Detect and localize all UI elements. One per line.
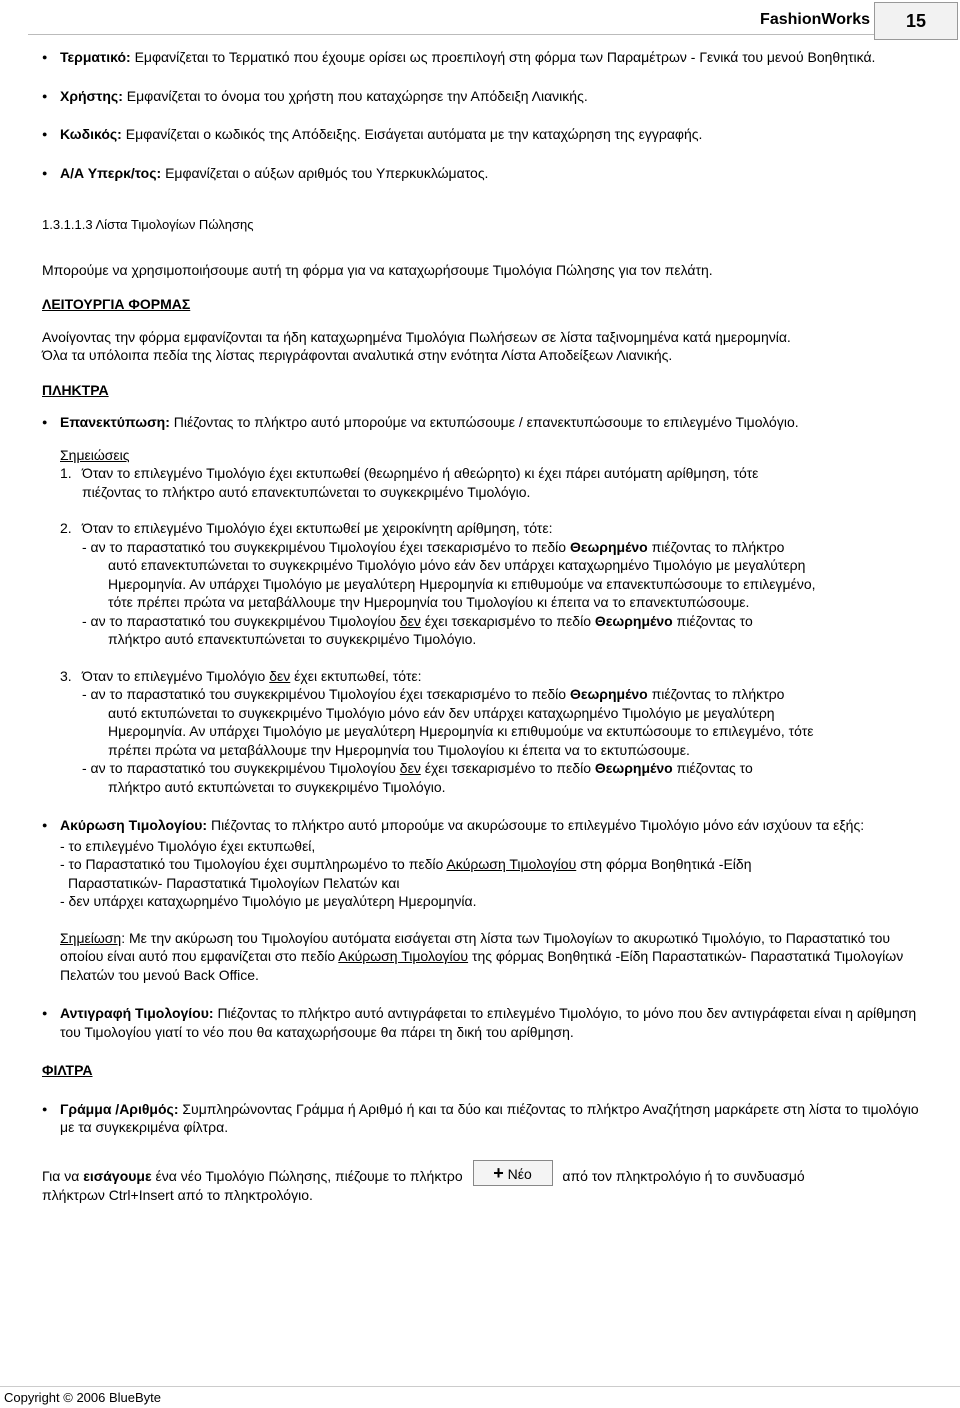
new-button[interactable]: + Νέο: [473, 1160, 553, 1186]
list-item: ● Κωδικός: Εμφανίζεται ο κωδικός της Απόδειξης. Εισάγεται αυτόματα με την καταχώρηση της εγγραφής.: [42, 125, 922, 144]
cancel-note: Σημείωση: Με την ακύρωση του Τιμολογίου αυτόματα εισάγεται στη λίστα των Τιμολογίων το ακυρωτικό Τιμολόγιο, το Παραστατικό του οποίου είναι αυτό που εμφανίζεται στο πεδίο Ακύρωση Τιμολογίου της φόρμας Βοηθητικά -Είδη Παραστατικών- Παραστατικά Τιμολογίων Πελατών του μενού Back Office.: [60, 929, 904, 983]
copy-invoice-item: ● Αντιγραφή Τιμολογίου: Πιέζοντας το πλήκτρο αυτό αντιγράφεται το επιλεγμένο Τιμολόγιο, το μόνο που δεν αντιγράφεται είναι η αρίθμηση του Τιμολογίου γιατί το νέο που θα καταχωρήσουμε θα πάρει τη δική του αρίθμηση.: [42, 1004, 922, 1041]
section-intro: Μπορούμε να χρησιμοποιήσουμε αυτή τη φόρμα για να καταχωρήσουμε Τιμολόγια Πώλησης για τον πελάτη.: [42, 261, 713, 278]
copyright-footer: Copyright © 2006 BlueByte: [4, 1390, 162, 1405]
note-2: 2. Όταν το επιλεγμένο Τιμολόγιο έχει εκτυπωθεί με χειροκίνητη αρίθμηση, τότε: - αν το παραστατικό του συγκεκριμένου Τιμολογίου έχει τσεκαρισμένο το πεδίο Θεωρημένο πιέζοντας το πλήκτρο αυτό επανεκτυπώνεται το συγκεκριμένο Τιμολόγιο μόνο εάν δεν υπάρχει καταχωρημένο Τιμολόγιο με μεγαλύτερη Ημερομηνία. Αν υπάρχει Τιμολόγιο με μεγαλύτερη Ημερομηνία κι επιθυμούμε να επανεκτυπώσουμε το επιλεγμένο, τότε πρέπει πρώτα να μεταβάλλουμε την Ημερομηνία του Τιμολογίου κι έπειτα να το επανεκτυπώσουμε. - αν το παραστατικό του συγκεκριμένου Τιμολογίου δεν έχει τσεκαρισμένο το πεδίο Θεωρημένο πιέζοντας το πλήκτρο αυτό επανεκτυπώνεται το συγκεκριμένο Τιμολόγιο.: [60, 520, 816, 647]
keys-heading: ΠΛΗΚΤΡΑ: [42, 381, 109, 398]
section-title: 1.3.1.1.3 Λίστα Τιμολογίων Πώλησης: [42, 217, 254, 232]
filters-list: [42, 1100, 922, 1137]
notes-block: [60, 446, 922, 797]
page-number: 15: [874, 2, 958, 40]
filter-item: ● Γράμμα /Αριθμός: Συμπληρώνοντας Γράμμα ή Αριθμό ή και τα δύο και πιέζοντας το πλήκτρο Αναζήτηση μαρκάρετε στη λίστα το τιμολόγιο με τα συγκεκριμένα φίλτρα.: [42, 1100, 922, 1137]
header-divider: [28, 34, 874, 35]
footer-divider: [0, 1386, 960, 1387]
reprint-item: ● Επανεκτύπωση: Πιέζοντας το πλήκτρο αυτό μπορούμε να εκτυπώσουμε / επανεκτυπώσουμε το επιλεγμένο Τιμολόγιο. Σημειώσεις 1. Όταν το επιλεγμένο Τιμολόγιο έχει εκτυπωθεί (θεωρημένο ή αθεώρητο) κι έχει πάρει αυτόματη αρίθμηση, τότε πιέζοντας το πλήκτρο αυτό επανεκτυπώνεται το συγκεκριμένο Τιμολόγιο. 2. Όταν το επιλεγμένο Τιμολόγιο έχει εκτυπωθεί με χειροκίνητη αρίθμηση, τότε: - αν το παραστατικό του συγκεκριμένου Τιμολογίου έχει τσεκαρισμένο το πεδίο Θεωρημένο πιέζοντας το πλήκτρο αυτό επανεκτυπώνεται το συγκεκριμένο Τιμολόγιο μόνο εάν δεν υπάρχει καταχωρημένο Τιμολόγιο με μεγαλύτερη Ημερομηνία. Αν υπάρχει Τιμολόγιο με μεγαλύτερη Ημερομηνία κι επιθυμούμε να επανεκτυπώσουμε το επιλεγμένο, τότε πρέπει πρώτα να μεταβάλλουμε την Ημερομηνία του Τιμολογίου κι έπειτα να το επανεκτυπώσουμε. - αν το παραστατικό του συγκεκριμένου Τιμολογίου δεν έχει τσεκαρισμένο το πεδίο Θεωρημένο πιέζοντας το πλήκτρο αυτό επανεκτυπώνεται το συγκεκριμένο Τιμολόγιο. 3. Όταν το επιλεγμένο Τιμολόγιο δεν έχει εκτυπωθεί, τότε: - αν το παραστατικό του συγκεκριμένου Τιμολογίου έχει τσεκαρισμένο το πεδίο Θεωρημένο πιέζοντας το πλήκτρο αυτό εκτυπώνεται το συγκεκριμένο Τιμολόγιο μόνο εάν δεν υπάρχει καταχωρημένο Τιμολόγιο με μεγαλύτερη Ημερομηνία. Αν υπάρχει Τιμολόγιο με μεγαλύτερη Ημερομηνία κι επιθυμούμε να εκτυπώσουμε το επιλεγμένο, τότε πρέπει πρώτα να μεταβάλλουμε την Ημερομηνία του Τιμολογίου κι έπειτα να το εκτυπώσουμε. - αν το παραστατικό του συγκεκριμένου Τιμολογίου δεν έχει τσεκαρισμένο το πεδίο Θεωρημένο πιέζοντας το πλήκτρο αυτό εκτυπώνεται το συγκεκριμένο Τιμολόγιο.: [42, 413, 922, 796]
list-item: ● Α/Α Υπερκ/τος: Εμφανίζεται ο αύξων αριθμός του Υπερκυκλώματος.: [42, 164, 922, 183]
keys-list: [42, 413, 922, 1041]
field-descriptions-list: [42, 48, 922, 182]
document-body: [42, 48, 922, 1220]
notes-label: Σημειώσεις: [60, 446, 130, 463]
plus-icon: +: [493, 1162, 504, 1183]
page-header: [0, 0, 960, 38]
form-operation-heading: ΛΕΙΤΟΥΡΓΙΑ ΦΟΡΜΑΣ: [42, 296, 191, 312]
insert-instructions: Για να εισάγουμε ένα νέο Τιμολόγιο Πώλησης, πιέζουμε το πλήκτρο + Νέο από τον πληκτρολόγιο ή το συνδυασμό πλήκτρων Ctrl+Insert από το πληκτρολόγιο.: [42, 1167, 922, 1205]
note-3: 3. Όταν το επιλεγμένο Τιμολόγιο δεν έχει εκτυπωθεί, τότε: - αν το παραστατικό του συγκεκριμένου Τιμολογίου έχει τσεκαρισμένο το πεδίο Θεωρημένο πιέζοντας το πλήκτρο αυτό εκτυπώνεται το συγκεκριμένο Τιμολόγιο μόνο εάν δεν υπάρχει καταχωρημένο Τιμολόγιο με μεγαλύτερη Ημερομηνία. Αν υπάρχει Τιμολόγιο με μεγαλύτερη Ημερομηνία κι επιθυμούμε να εκτυπώσουμε το επιλεγμένο, τότε πρέπει πρώτα να μεταβάλλουμε την Ημερομηνία του Τιμολογίου κι έπειτα να το εκτυπώσουμε. - αν το παραστατικό του συγκεκριμένου Τιμολογίου δεν έχει τσεκαρισμένο το πεδίο Θεωρημένο πιέζοντας το πλήκτρο αυτό εκτυπώνεται το συγκεκριμένο Τιμολόγιο.: [60, 667, 814, 795]
header-title: FashionWorks: [760, 11, 870, 28]
filters-heading: ΦΙΛΤΡΑ: [42, 1062, 93, 1078]
list-item: ● Χρήστης: Εμφανίζεται το όνομα του χρήστη που καταχώρησε την Απόδειξη Λιανικής.: [42, 87, 922, 106]
note-1: 1. Όταν το επιλεγμένο Τιμολόγιο έχει εκτυπωθεί (θεωρημένο ή αθεώρητο) κι έχει πάρει αυτόματη αρίθμηση, τότε πιέζοντας το πλήκτρο αυτό επανεκτυπώνεται το συγκεκριμένο Τιμολόγιο.: [60, 465, 759, 500]
form-operation-text: Ανοίγοντας την φόρμα εμφανίζονται τα ήδη καταχωρημένα Τιμολόγια Πωλήσεων σε λίστα ταξινομημένα κατά ημερομηνία. Όλα τα υπόλοιπα πεδία της λίστας περιγράφονται αναλυτικά στην ενότητα Λίστα Αποδείξεων Λιανικής.: [42, 328, 791, 363]
list-item: ● Τερματικό: Εμφανίζεται το Τερματικό που έχουμε ορίσει ως προεπιλογή στη φόρμα των Παραμέτρων - Γενικά του μενού Βοηθητικά.: [42, 48, 922, 67]
cancel-invoice-item: ● Ακύρωση Τιμολογίου: Πιέζοντας το πλήκτρο αυτό μπορούμε να ακυρώσουμε το επιλεγμένο Τιμολόγιο μόνο εάν ισχύουν τα εξής: - το επιλεγμένο Τιμολόγιο έχει εκτυπωθεί, - το Παραστατικό του Τιμολογίου έχει συμπληρωμένο το πεδίο Ακύρωση Τιμολογίου στη φόρμα Βοηθητικά -Είδη Παραστατικών- Παραστατικά Τιμολογίων Πελατών και - δεν υπάρχει καταχωρημένο Τιμολόγιο με μεγαλύτερη Ημερομηνία. Σημείωση: Με την ακύρωση του Τιμολογίου αυτόματα εισάγεται στη λίστα των Τιμολογίων το ακυρωτικό Τιμολόγιο, το Παραστατικό του οποίου είναι αυτό που εμφανίζεται στο πεδίο Ακύρωση Τιμολογίου της φόρμας Βοηθητικά -Είδη Παραστατικών- Παραστατικά Τιμολογίων Πελατών του μενού Back Office.: [42, 816, 922, 984]
